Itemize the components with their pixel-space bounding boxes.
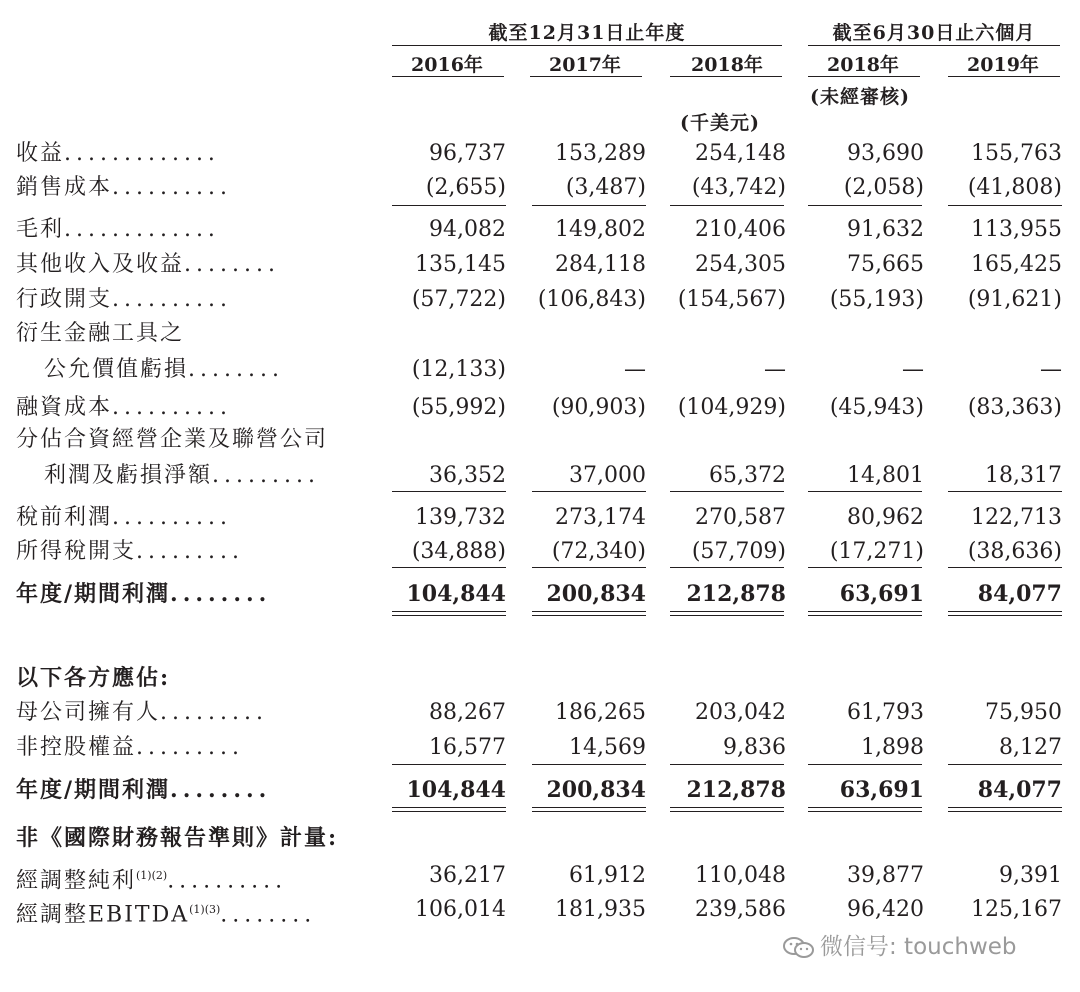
year-2018-interim: 2018年 (827, 54, 899, 76)
attrib-row-2-value-4: 1,898 (861, 735, 924, 760)
row-label-text: 經調整EBITDA (16, 902, 190, 928)
rule-after-nci-3 (670, 764, 784, 765)
header-annual-rule (392, 45, 782, 46)
row-1-value-4: 93,690 (847, 141, 924, 166)
row-8-value-1: 36,352 (429, 463, 506, 488)
rule-profit-total-double-4 (808, 615, 922, 616)
attrib-row-2-value-3: 9,836 (723, 735, 786, 760)
rule-attrib-total-double-5 (948, 811, 1062, 812)
rule-after-jv-4 (808, 491, 922, 492)
row-label (16, 174, 232, 202)
attrib-row-2-value-5: 8,127 (999, 735, 1062, 760)
rule-profit-total-double-1 (392, 615, 506, 616)
attrib-row-3-value-5: 84,077 (977, 777, 1062, 803)
row-8-value-5: 18,317 (985, 463, 1062, 488)
rule-after-cost-5 (948, 205, 1062, 206)
rule-profit-total-5 (948, 611, 1062, 612)
row-7-value-2: (90,903) (551, 395, 646, 420)
rule-profit-total-2 (532, 611, 646, 612)
row-label (16, 286, 232, 314)
attributable-heading: 以下各方應佔: (16, 665, 171, 691)
rule-after-cost-3 (670, 205, 784, 206)
leader-dots: ......... (160, 700, 268, 725)
row-3-value-4: 91,632 (847, 217, 924, 242)
row-9-value-3: 270,587 (695, 505, 786, 530)
row-label (16, 251, 280, 279)
non-ifrs-row-1-value-3: 110,048 (695, 863, 786, 888)
rule-attrib-total-double-2 (532, 811, 646, 812)
rule-after-tax-3 (670, 567, 784, 568)
row-label-text: 行政開支 (16, 287, 113, 312)
year-2016: 2016年 (411, 54, 483, 76)
attrib-row-3-value-1: 104,844 (406, 777, 506, 803)
row-11-value-1: 104,844 (406, 581, 506, 607)
rule-attrib-total-2 (532, 807, 646, 808)
row-7-value-5: (83,363) (967, 395, 1062, 420)
non-ifrs-row-2-value-3: 239,586 (695, 897, 786, 922)
row-4-value-5: 165,425 (971, 252, 1062, 277)
footnote-ref: (1)(3) (189, 903, 221, 916)
leader-dots: ......... (136, 539, 244, 564)
rule-attrib-total-3 (670, 807, 784, 808)
row-label (44, 356, 284, 384)
leader-dots: ........ (184, 252, 280, 277)
non-ifrs-row-1-value-1: 36,217 (429, 863, 506, 888)
attrib-row-1-value-3: 203,042 (695, 700, 786, 725)
row-5-value-3: (154,567) (677, 287, 786, 312)
attrib-row-label (16, 776, 271, 804)
row-11-value-4: 63,691 (839, 581, 924, 607)
row-9-value-5: 122,713 (971, 505, 1062, 530)
row-7-value-4: (45,943) (829, 395, 924, 420)
row-label-text: 經調整純利 (16, 868, 137, 894)
row-8-value-2: 37,000 (569, 463, 646, 488)
leader-dots: .......... (112, 395, 232, 420)
attrib-row-3-value-2: 200,834 (546, 777, 646, 803)
row-9-value-1: 139,732 (415, 505, 506, 530)
row-6-value-5: — (1040, 357, 1062, 382)
rule-after-jv-5 (948, 491, 1062, 492)
row-2-value-4: (2,058) (843, 175, 924, 200)
row-3-value-1: 94,082 (429, 217, 506, 242)
attrib-row-label (16, 699, 268, 727)
rule-after-cost-4 (808, 205, 922, 206)
rule-attrib-total-4 (808, 807, 922, 808)
leader-dots: ............. (64, 141, 220, 166)
row-label (16, 216, 220, 244)
row-label-text: 年度/期間利潤 (16, 777, 171, 803)
rule-profit-total-3 (670, 611, 784, 612)
attrib-row-3-value-3: 212,878 (686, 777, 786, 803)
row-10-value-1: (34,888) (411, 539, 506, 564)
row-3-value-3: 210,406 (695, 217, 786, 242)
non-ifrs-row-2-value-5: 125,167 (971, 897, 1062, 922)
leader-dots: ........ (188, 357, 284, 382)
row-6-value-1: (12,133) (411, 357, 506, 382)
row-label-text: 公允價值虧損 (44, 357, 189, 382)
rule-after-jv-1 (392, 491, 506, 492)
rule-after-tax-5 (948, 567, 1062, 568)
header-annual-period: 截至12月31日止年度 (488, 22, 686, 44)
leader-dots: ........ (170, 777, 272, 803)
row-label-text: 所得稅開支 (16, 539, 137, 564)
year-2019-interim: 2019年 (967, 54, 1039, 76)
row-label-text: 母公司擁有人 (16, 700, 161, 725)
non-ifrs-row-1-value-2: 61,912 (569, 863, 646, 888)
footnote-ref: (1)(2) (136, 869, 168, 882)
year-rule-4 (808, 76, 920, 77)
rule-after-tax-4 (808, 567, 922, 568)
row-2-value-1: (2,655) (425, 175, 506, 200)
non-ifrs-row-2-value-2: 181,935 (555, 897, 646, 922)
row-6-value-4: — (902, 357, 924, 382)
row-label-text: 年度/期間利潤 (16, 581, 171, 607)
row-8-value-4: 14,801 (847, 463, 924, 488)
year-2018: 2018年 (691, 54, 763, 76)
attrib-row-2-value-2: 14,569 (569, 735, 646, 760)
unit-note: (千美元) (680, 112, 760, 134)
row-label (16, 538, 244, 566)
rule-profit-total-4 (808, 611, 922, 612)
leader-dots: ......... (212, 463, 320, 488)
rule-attrib-total-double-3 (670, 811, 784, 812)
row-label-line1: 衍生金融工具之 (16, 321, 185, 346)
row-9-value-2: 273,174 (555, 505, 646, 530)
row-2-value-2: (3,487) (565, 175, 646, 200)
row-label-text: 收益 (16, 141, 65, 166)
non-ifrs-heading: 非《國際財務報告準則》計量: (16, 825, 339, 851)
row-label (16, 580, 271, 608)
attrib-row-label (16, 734, 244, 762)
row-5-value-1: (57,722) (411, 287, 506, 312)
row-2-value-3: (43,742) (691, 175, 786, 200)
rule-after-jv-3 (670, 491, 784, 492)
leader-dots: ........ (170, 581, 272, 607)
row-label (44, 462, 320, 490)
row-1-value-1: 96,737 (429, 141, 506, 166)
rule-after-nci-5 (948, 764, 1062, 765)
year-rule-1 (392, 76, 504, 77)
row-4-value-4: 75,665 (847, 252, 924, 277)
non-ifrs-row-2-value-1: 106,014 (415, 897, 506, 922)
row-1-value-2: 153,289 (555, 141, 646, 166)
rule-attrib-total-5 (948, 807, 1062, 808)
attrib-row-1-value-4: 61,793 (847, 700, 924, 725)
row-label (16, 140, 220, 168)
row-4-value-1: 135,145 (415, 252, 506, 277)
row-6-value-3: — (764, 357, 786, 382)
leader-dots: .......... (167, 868, 288, 894)
row-10-value-2: (72,340) (551, 539, 646, 564)
non-ifrs-row-2-value-4: 96,420 (847, 897, 924, 922)
rule-after-tax-1 (392, 567, 506, 568)
non-ifrs-row-1-value-5: 9,391 (999, 863, 1062, 888)
attrib-row-1-value-5: 75,950 (985, 700, 1062, 725)
rule-after-cost-2 (532, 205, 646, 206)
watermark-text: 微信号: touchweb (820, 934, 1017, 960)
rule-profit-total-double-5 (948, 615, 1062, 616)
row-11-value-3: 212,878 (686, 581, 786, 607)
attrib-row-1-value-1: 88,267 (429, 700, 506, 725)
row-10-value-5: (38,636) (967, 539, 1062, 564)
watermark (782, 928, 1017, 961)
row-label-text: 毛利 (16, 217, 65, 242)
row-2-value-5: (41,808) (967, 175, 1062, 200)
leader-dots: .......... (112, 287, 232, 312)
row-4-value-3: 254,305 (695, 252, 786, 277)
rule-after-tax-2 (532, 567, 646, 568)
rule-attrib-total-double-1 (392, 811, 506, 812)
year-2017: 2017年 (549, 54, 621, 76)
wechat-icon (782, 935, 816, 961)
row-7-value-1: (55,992) (411, 395, 506, 420)
year-rule-5 (948, 76, 1060, 77)
row-8-value-3: 65,372 (709, 463, 786, 488)
attrib-row-3-value-4: 63,691 (839, 777, 924, 803)
row-3-value-5: 113,955 (971, 217, 1062, 242)
leader-dots: .......... (112, 505, 232, 530)
row-label-text: 利潤及虧損淨額 (44, 463, 213, 488)
non-ifrs-row-1-value-4: 39,877 (847, 863, 924, 888)
leader-dots: ............. (64, 217, 220, 242)
row-label-line1: 分佔合資經營企業及聯營公司 (16, 427, 329, 452)
row-label-text: 非控股權益 (16, 735, 137, 760)
rule-after-nci-4 (808, 764, 922, 765)
row-label-text: 融資成本 (16, 395, 113, 420)
row-9-value-4: 80,962 (847, 505, 924, 530)
row-label-text: 稅前利潤 (16, 505, 113, 530)
row-3-value-2: 149,802 (555, 217, 646, 242)
row-5-value-4: (55,193) (829, 287, 924, 312)
rule-after-nci-1 (392, 764, 506, 765)
rule-attrib-total-1 (392, 807, 506, 808)
row-11-value-5: 84,077 (977, 581, 1062, 607)
row-11-value-2: 200,834 (546, 581, 646, 607)
rule-after-cost-1 (392, 205, 506, 206)
unaudited-note: (未經審核) (810, 86, 910, 108)
row-label-text: 其他收入及收益 (16, 252, 185, 277)
rule-profit-total-1 (392, 611, 506, 612)
row-10-value-4: (17,271) (829, 539, 924, 564)
rule-profit-total-double-2 (532, 615, 646, 616)
attrib-row-2-value-1: 16,577 (429, 735, 506, 760)
non-ifrs-row-label (16, 862, 287, 895)
row-5-value-5: (91,621) (967, 287, 1062, 312)
header-interim-period: 截至6月30日止六個月 (832, 22, 1036, 44)
row-label (16, 394, 232, 422)
row-6-value-2: — (624, 357, 646, 382)
year-rule-3 (670, 76, 782, 77)
row-4-value-2: 284,118 (555, 252, 646, 277)
row-7-value-3: (104,929) (677, 395, 786, 420)
header-interim-rule (808, 45, 1060, 46)
leader-dots: ......... (136, 735, 244, 760)
row-label-text: 銷售成本 (16, 175, 113, 200)
rule-after-jv-2 (532, 491, 646, 492)
row-1-value-3: 254,148 (695, 141, 786, 166)
year-rule-2 (530, 76, 642, 77)
non-ifrs-row-label (16, 896, 316, 929)
row-1-value-5: 155,763 (971, 141, 1062, 166)
attrib-row-1-value-2: 186,265 (555, 700, 646, 725)
row-10-value-3: (57,709) (691, 539, 786, 564)
row-label (16, 504, 232, 532)
rule-after-nci-2 (532, 764, 646, 765)
leader-dots: ........ (220, 902, 317, 928)
row-5-value-2: (106,843) (537, 287, 646, 312)
rule-attrib-total-double-4 (808, 811, 922, 812)
leader-dots: .......... (112, 175, 232, 200)
rule-profit-total-double-3 (670, 615, 784, 616)
